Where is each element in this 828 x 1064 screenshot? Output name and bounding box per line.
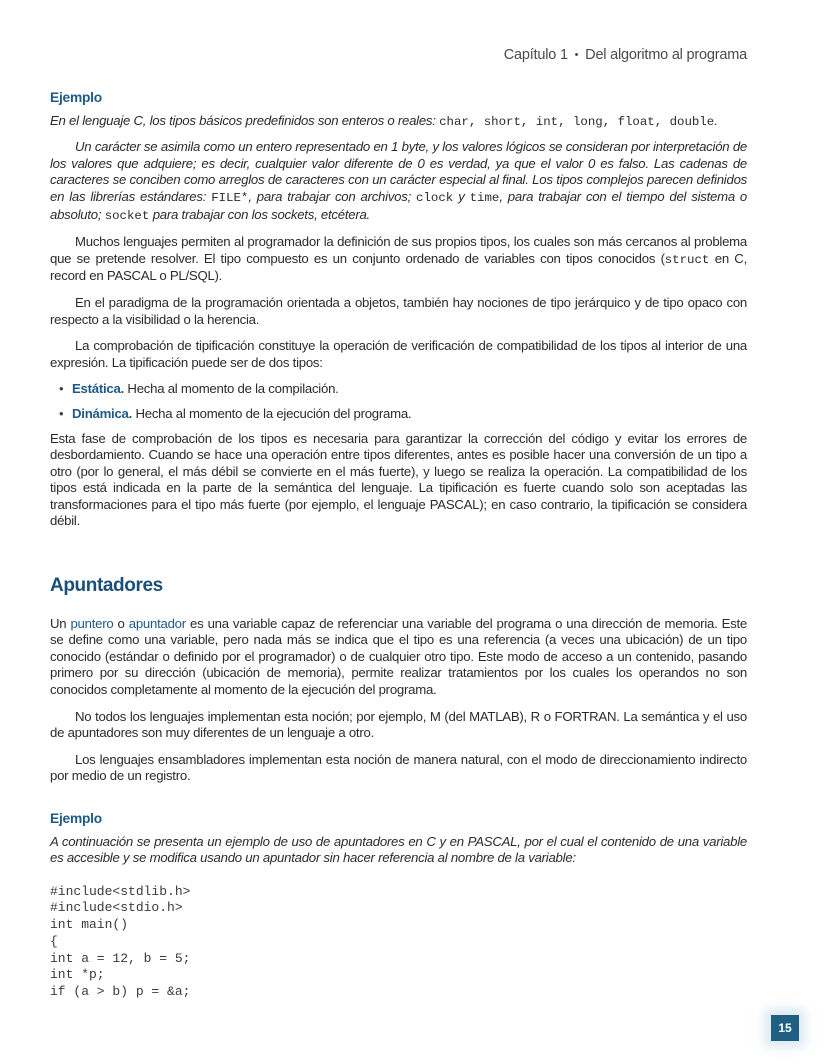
code-line: if (a > b) p = &a;	[50, 984, 191, 999]
paragraph-pointer-def: Un puntero o apuntador es una variable capaz de referenciar una variable del programa o una dirección de memoria. Este se define como una variable, pero nada más se indica que el tipo es una referencia (a veces una ubicación) de un tipo conocido (estándar o definido por el programador) o de cualquier otro tipo. Este modo de acceso a un contenido, pasando primero por su dirección (ubicación de memoria), permite realizar tratamientos por los cuales los operandos no son conocidos completamente al momento de la ejecución del programa.	[50, 615, 747, 698]
code-block	[50, 884, 747, 1001]
code-socket: socket	[104, 208, 150, 223]
example-heading-2: Ejemplo	[50, 811, 102, 826]
page-content	[50, 90, 747, 1001]
example-paragraph: Un carácter se asimila como un entero representado en 1 byte, y los valores lógicos se consideran por interpretación de los valores que adquiere; es decir, cualquier valor diferente de 0 es verdad, ya que el valor 0 es falso. Las cadenas de caracteres se conciben como arreglos de caracteres con un carácter especial al final. Los tipos complejos parecen definidos en las librerías estándares: FILE*, para trabajar con archivos; clock y time, para trabajar con el tiempo del sistema o absoluto; socket para trabajar con los sockets, etcétera.	[50, 139, 748, 223]
term-puntero: puntero	[70, 615, 114, 631]
code-file: FILE*	[211, 190, 249, 205]
header-separator: •	[574, 49, 579, 61]
term-dynamic: Dinámica.	[72, 405, 133, 421]
example-2-text: A continuación se presenta un ejemplo de uso de apuntadores en C y en PASCAL, por el cual el contenido de una variable es accesible y se modifica usando un apuntador sin hacer referencia al nombre de la variable:	[50, 833, 747, 866]
section-title: Apuntadores	[50, 575, 163, 597]
code-time: time	[469, 190, 500, 205]
paragraph-assemblers: Los lenguajes ensambladores implementan esta noción de manera natural, con el modo de direccionamiento indirecto por medio de un registro.	[50, 751, 747, 784]
example-heading: Ejemplo	[50, 90, 102, 105]
term-apuntador: apuntador	[128, 615, 186, 631]
code-clock: clock	[416, 190, 454, 205]
running-header	[504, 47, 747, 63]
code-line: #include<stdlib.h>	[50, 883, 191, 899]
code-line: int *p;	[50, 967, 105, 983]
code-line: {	[50, 933, 58, 949]
paragraph-languages: No todos los lenguajes implementan esta noción; por ejemplo, M (del MATLAB), R o FORTRAN. La semántica y el uso de apuntadores son muy diferentes de un lenguaje a otro.	[50, 708, 747, 741]
page-number-badge: 15	[771, 1015, 799, 1041]
paragraph-oop: En el paradigma de la programación orientada a objetos, también hay nociones de tipo jerárquico y de tipo opaco con respecto a la visibilidad o la herencia.	[50, 294, 747, 327]
typing-list	[50, 381, 747, 422]
code-line: int a = 12, b = 5;	[50, 950, 191, 966]
paragraph-check-phase: Esta fase de comprobación de los tipos es necesaria para garantizar la corrección del código y evitar los errores de desbordamiento. Cuando se hace una operación entre tipos diferentes, antes es posible hacer una conversión de un tipo a otro (por lo general, el más débil se convierte en el más fuerte), y luego se realiza la operación. La compatibilidad de los tipos está indicada en la parte de la semántica del lenguaje. La tipificación es fuerte cuando solo son aceptadas las transformaciones para el tipo más fuerte (por ejemplo, el lenguaje PASCAL); en caso contrario, la tipificación se considera débil.	[50, 430, 747, 529]
term-static: Estática.	[72, 381, 124, 397]
example-intro: En el lenguaje C, los tipos básicos predefinidos son enteros o reales: char, short, int, long, float, double.	[50, 112, 718, 129]
code-line: int main()	[50, 917, 129, 933]
list-item: • Estática. Hecha al momento de la compilación.	[72, 381, 747, 398]
paragraph-custom-types: Muchos lenguajes permiten al programador la definición de sus propios tipos, los cuales son más cercanos al problema que se pretende resolver. El tipo compuesto es un conjunto ordenado de variables con tipos conocidos (struct en C, record en PASCAL o PL/SQL).	[50, 234, 747, 284]
code-struct: struct	[664, 252, 710, 267]
paragraph-type-checking: La comprobación de tipificación constituye la operación de verificación de compatibilidad de los tipos al interior de una expresión. La tipificación puede ser de dos tipos:	[50, 338, 747, 370]
chapter-title: Del algoritmo al programa	[585, 47, 747, 63]
chapter-number: Capítulo 1	[503, 47, 568, 63]
code-types: char, short, int, long, float, double	[439, 114, 715, 129]
code-line: #include<stdio.h>	[50, 900, 183, 916]
list-item: • Dinámica. Hecha al momento de la ejecución del programa.	[72, 406, 747, 423]
